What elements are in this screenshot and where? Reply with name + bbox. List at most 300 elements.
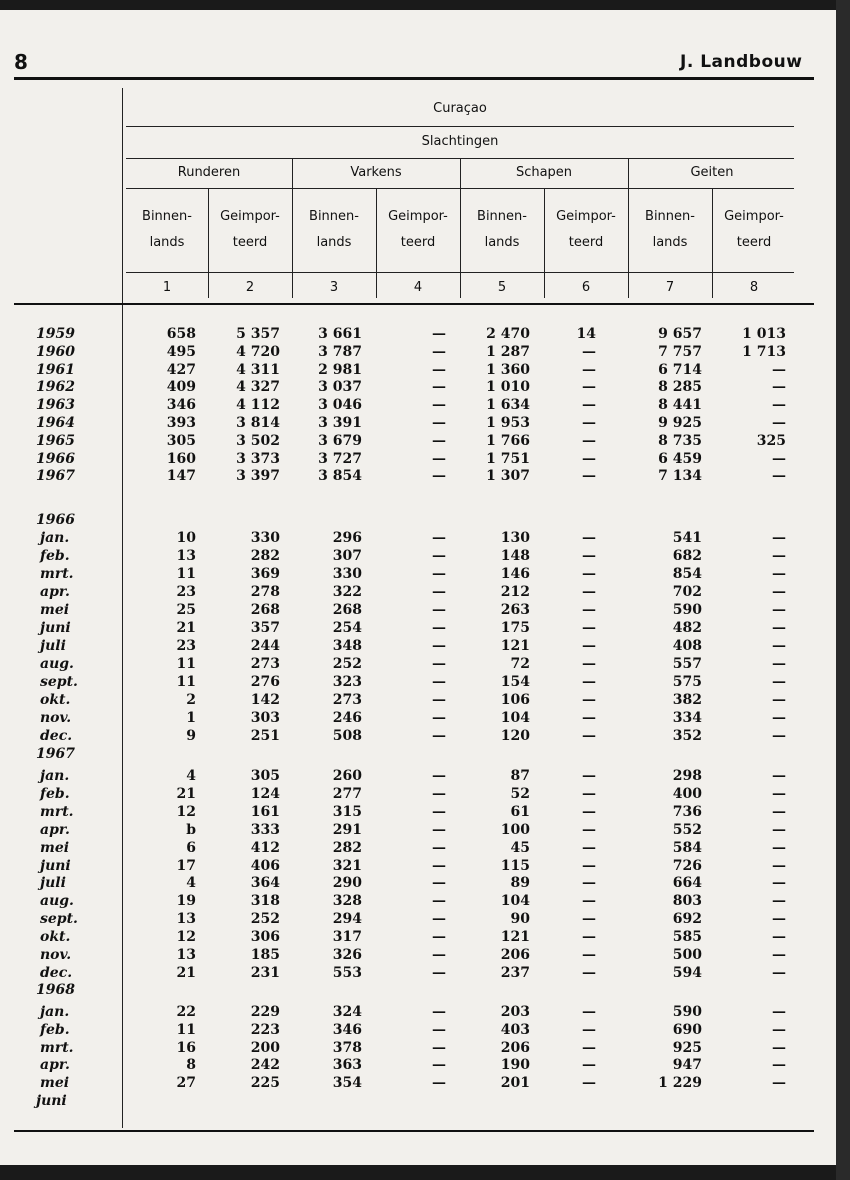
table-cell: 13: [176, 947, 196, 963]
table-cell: —: [772, 656, 786, 672]
table-cell: —: [582, 1057, 596, 1074]
table-cell: 45: [510, 839, 530, 856]
binding-edge: [836, 0, 850, 1180]
document-page: [0, 10, 836, 1165]
table-cell: 201: [500, 1075, 530, 1092]
table-cell: 590: [672, 1004, 702, 1020]
table-cell: —: [582, 821, 596, 838]
table-cell: 482: [672, 620, 702, 636]
table-cell: 557: [672, 656, 702, 672]
table-cell: 27: [176, 1075, 196, 1092]
table-cell: 104: [500, 893, 530, 910]
table-cell: 553: [332, 964, 362, 981]
table-cell: 382: [672, 692, 702, 708]
table-cell: 6: [186, 839, 196, 856]
table-cell: 328: [332, 893, 362, 910]
table-cell: 3 502: [236, 432, 280, 449]
row-label: sept.: [40, 674, 78, 690]
table-cell: 925: [672, 1039, 702, 1056]
table-cell: —: [772, 821, 786, 838]
row-label: 1961: [36, 361, 75, 378]
table-cell: 4 327: [236, 379, 280, 396]
row-label: juni: [36, 1093, 67, 1109]
table-cell: —: [772, 602, 786, 618]
table-cell: b: [186, 821, 196, 838]
table-cell: —: [582, 785, 596, 802]
table-cell: —: [582, 728, 596, 744]
table-cell: —: [432, 326, 446, 342]
table-cell: —: [582, 893, 596, 910]
table-cell: —: [772, 893, 786, 910]
table-cell: 321: [332, 857, 362, 874]
table-cell: 726: [672, 857, 702, 874]
table-cell: 273: [250, 656, 280, 672]
table-cell: 333: [250, 821, 280, 838]
table-cell: 1 751: [486, 450, 530, 467]
table-cell: 142: [250, 692, 280, 708]
table-cell: 106: [500, 692, 530, 708]
table-cell: 23: [176, 638, 196, 654]
table-cell: 2: [186, 692, 196, 708]
table-cell: 4 720: [236, 343, 280, 360]
table-cell: —: [772, 710, 786, 726]
table-cell: —: [772, 728, 786, 744]
table-cell: —: [582, 1021, 596, 1038]
table-cell: —: [432, 415, 446, 431]
table-cell: 584: [672, 839, 702, 856]
table-cell: —: [582, 1039, 596, 1056]
table-cell: 11: [176, 1021, 196, 1038]
table-cell: 552: [672, 821, 702, 838]
table-cell: —: [772, 468, 786, 485]
table-cell: —: [582, 1004, 596, 1020]
table-cell: 282: [250, 548, 280, 564]
table-cell: 4: [186, 768, 196, 784]
table-cell: 268: [250, 602, 280, 618]
table-cell: —: [582, 379, 596, 396]
section-title: J. Landbouw: [680, 52, 803, 72]
table-cell: 146: [500, 566, 530, 582]
column-subheader: teerd: [568, 235, 604, 250]
table-cell: 175: [500, 620, 530, 636]
table-cell: —: [432, 785, 446, 802]
table-cell: —: [432, 1039, 446, 1056]
row-label: 1962: [36, 379, 75, 396]
table-cell: —: [582, 620, 596, 636]
table-cell: 161: [250, 803, 280, 820]
table-cell: 2 981: [318, 361, 362, 378]
table-cell: —: [432, 821, 446, 838]
row-label: jan.: [40, 1004, 70, 1020]
table-cell: 22: [176, 1004, 196, 1020]
table-cell: —: [582, 803, 596, 820]
table-cell: 263: [500, 602, 530, 618]
group-header: Geiten: [690, 165, 734, 180]
table-cell: —: [772, 397, 786, 414]
table-cell: 363: [332, 1057, 362, 1074]
table-cell: 87: [510, 768, 530, 784]
table-cell: —: [772, 911, 786, 928]
table-cell: 225: [250, 1075, 280, 1092]
table-cell: —: [432, 584, 446, 600]
table-cell: —: [582, 768, 596, 784]
table-cell: 21: [176, 964, 196, 981]
table-cell: —: [582, 602, 596, 618]
column-subheader: Geimpor-: [724, 209, 784, 224]
table-cell: —: [582, 638, 596, 654]
column-subheader: teerd: [232, 235, 268, 250]
table-cell: —: [582, 468, 596, 485]
row-label: okt.: [40, 929, 71, 946]
table-cell: 590: [672, 602, 702, 618]
table-cell: 3 854: [318, 468, 362, 485]
table-cell: 508: [332, 728, 362, 744]
table-cell: —: [772, 692, 786, 708]
table-cell: —: [582, 710, 596, 726]
table-cell: 100: [500, 821, 530, 838]
table-cell: 8 441: [658, 397, 702, 414]
table-cell: 291: [332, 821, 362, 838]
table-cell: 330: [332, 566, 362, 582]
table-cell: 14: [576, 326, 596, 342]
column-number: 8: [749, 280, 759, 295]
table-cell: 318: [250, 893, 280, 910]
table-cell: 315: [332, 803, 362, 820]
table-cell: 369: [250, 566, 280, 582]
column-number: 1: [162, 280, 172, 295]
table-cell: 12: [176, 929, 196, 946]
table-cell: 330: [250, 530, 280, 546]
table-cell: 10: [176, 530, 196, 546]
table-cell: 5 357: [236, 326, 280, 342]
table-cell: —: [582, 875, 596, 892]
column-subheader: Geimpor-: [220, 209, 280, 224]
table-cell: —: [772, 620, 786, 636]
table-cell: —: [772, 1039, 786, 1056]
table-cell: 1 713: [742, 343, 786, 360]
table-cell: —: [582, 674, 596, 690]
table-cell: —: [772, 964, 786, 981]
row-label: jan.: [40, 530, 70, 546]
table-cell: 1 010: [486, 379, 530, 396]
table-cell: 9 657: [658, 326, 702, 342]
table-cell: 346: [166, 397, 196, 414]
table-cell: 11: [176, 656, 196, 672]
table-cell: 803: [672, 893, 702, 910]
table-cell: 242: [250, 1057, 280, 1074]
table-cell: 11: [176, 566, 196, 582]
table-cell: 89: [510, 875, 530, 892]
table-cell: —: [432, 450, 446, 467]
table-cell: 8: [186, 1057, 196, 1074]
page-number: 8: [14, 50, 28, 74]
table-cell: 6 714: [658, 361, 702, 378]
table-cell: 252: [332, 656, 362, 672]
table-cell: 2 470: [486, 326, 530, 342]
table-cell: 8 735: [658, 432, 702, 449]
table-cell: 11: [176, 674, 196, 690]
table-cell: 9 925: [658, 415, 702, 431]
table-cell: 154: [500, 674, 530, 690]
group-header: Varkens: [350, 165, 402, 180]
table-cell: 121: [500, 638, 530, 654]
row-label: nov.: [40, 710, 72, 726]
table-cell: —: [432, 379, 446, 396]
table-cell: 52: [510, 785, 530, 802]
row-label: 1964: [36, 415, 75, 431]
table-cell: 3 397: [236, 468, 280, 485]
table-cell: —: [582, 947, 596, 963]
row-label: aug.: [40, 656, 74, 672]
table-cell: 246: [332, 710, 362, 726]
table-cell: —: [772, 1021, 786, 1038]
table-cell: 130: [500, 530, 530, 546]
table-cell: —: [432, 893, 446, 910]
table-cell: 1: [186, 710, 196, 726]
table-cell: —: [772, 638, 786, 654]
table-cell: 19: [176, 893, 196, 910]
table-cell: 1 013: [742, 326, 786, 342]
table-cell: 203: [500, 1004, 530, 1020]
table-cell: —: [432, 620, 446, 636]
table-cell: 206: [500, 947, 530, 963]
table-cell: —: [432, 566, 446, 582]
row-label: juli: [40, 638, 66, 654]
column-subheader: teerd: [736, 235, 772, 250]
row-label: nov.: [40, 947, 72, 963]
table-cell: 702: [672, 584, 702, 600]
row-label: 1959: [36, 326, 75, 342]
table-cell: 278: [250, 584, 280, 600]
row-label: mrt.: [40, 566, 74, 582]
row-label: feb.: [40, 1021, 70, 1038]
table-cell: —: [772, 361, 786, 378]
table-cell: —: [772, 857, 786, 874]
table-cell: 3 373: [236, 450, 280, 467]
row-label: 1967: [36, 468, 75, 485]
table-cell: 325: [756, 432, 786, 449]
table-cell: 317: [332, 929, 362, 946]
table-cell: —: [432, 1057, 446, 1074]
table-cell: 237: [500, 964, 530, 981]
table-cell: 346: [332, 1021, 362, 1038]
table-cell: 400: [672, 785, 702, 802]
table-cell: 3 679: [318, 432, 362, 449]
table-cell: 21: [176, 785, 196, 802]
table-cell: 251: [250, 728, 280, 744]
row-label: apr.: [40, 821, 70, 838]
table-cell: 594: [672, 964, 702, 981]
row-label: 1968: [36, 982, 75, 998]
row-label: sept.: [40, 911, 78, 928]
table-cell: 277: [332, 785, 362, 802]
table-cell: 190: [500, 1057, 530, 1074]
row-label: juni: [40, 620, 71, 636]
column-number: 4: [413, 280, 423, 295]
row-label: 1963: [36, 397, 75, 414]
table-cell: 13: [176, 548, 196, 564]
row-label: 1966: [36, 512, 75, 528]
table-cell: 1 229: [658, 1075, 702, 1092]
table-cell: —: [432, 839, 446, 856]
row-label: feb.: [40, 785, 70, 802]
table-cell: 8 285: [658, 379, 702, 396]
table-cell: —: [432, 530, 446, 546]
column-number: 6: [581, 280, 591, 295]
table-cell: 3 391: [318, 415, 362, 431]
table-cell: 348: [332, 638, 362, 654]
row-label: mei: [40, 1075, 70, 1092]
table-cell: —: [582, 1075, 596, 1092]
table-cell: 3 727: [318, 450, 362, 467]
row-label: dec.: [40, 964, 73, 981]
table-cell: 4 112: [236, 397, 280, 414]
table-cell: 307: [332, 548, 362, 564]
table-cell: —: [432, 361, 446, 378]
table-cell: —: [772, 947, 786, 963]
table-cell: 736: [672, 803, 702, 820]
table-cell: —: [772, 566, 786, 582]
table-cell: —: [432, 911, 446, 928]
table-cell: —: [432, 674, 446, 690]
table-cell: 296: [332, 530, 362, 546]
table-cell: —: [582, 656, 596, 672]
table-cell: —: [582, 361, 596, 378]
table-cell: 17: [176, 857, 196, 874]
table-cell: —: [432, 929, 446, 946]
table-title: Curaçao: [433, 101, 487, 116]
row-label: feb.: [40, 548, 70, 564]
row-label: 1967: [36, 746, 75, 762]
table-cell: 1 360: [486, 361, 530, 378]
table-cell: 541: [672, 530, 702, 546]
table-cell: 500: [672, 947, 702, 963]
table-cell: 4: [186, 875, 196, 892]
table-cell: 90: [510, 911, 530, 928]
table-cell: 223: [250, 1021, 280, 1038]
table-cell: 1 953: [486, 415, 530, 431]
column-number: 3: [329, 280, 339, 295]
row-label: apr.: [40, 1057, 70, 1074]
table-cell: —: [582, 530, 596, 546]
table-cell: 412: [250, 839, 280, 856]
table-cell: —: [432, 710, 446, 726]
table-cell: —: [772, 450, 786, 467]
table-cell: —: [432, 857, 446, 874]
table-cell: —: [582, 397, 596, 414]
table-cell: —: [432, 803, 446, 820]
table-cell: —: [772, 1075, 786, 1092]
table-cell: 282: [332, 839, 362, 856]
table-cell: 664: [672, 875, 702, 892]
table-cell: —: [582, 964, 596, 981]
table-cell: —: [432, 343, 446, 360]
table-cell: 276: [250, 674, 280, 690]
table-cell: —: [582, 432, 596, 449]
table-cell: 7 757: [658, 343, 702, 360]
table-cell: 185: [250, 947, 280, 963]
row-label: juli: [40, 875, 66, 892]
bottom-rule: [14, 1130, 814, 1132]
table-cell: —: [582, 857, 596, 874]
table-cell: —: [582, 911, 596, 928]
table-cell: 148: [500, 548, 530, 564]
table-cell: 3 037: [318, 379, 362, 396]
table-cell: 294: [332, 911, 362, 928]
table-cell: 409: [166, 379, 196, 396]
table-cell: —: [772, 929, 786, 946]
table-cell: —: [772, 530, 786, 546]
row-label: jan.: [40, 768, 70, 784]
row-label: mei: [40, 839, 70, 856]
table-cell: 3 814: [236, 415, 280, 431]
table-cell: —: [432, 728, 446, 744]
table-cell: 290: [332, 875, 362, 892]
table-cell: —: [772, 379, 786, 396]
table-cell: 120: [500, 728, 530, 744]
row-label: okt.: [40, 692, 71, 708]
table-cell: 1 307: [486, 468, 530, 485]
table-cell: 947: [672, 1057, 702, 1074]
table-cell: 254: [332, 620, 362, 636]
table-cell: 23: [176, 584, 196, 600]
column-subheader: lands: [149, 235, 185, 250]
table-cell: 658: [166, 326, 196, 342]
table-cell: 408: [672, 638, 702, 654]
table-cell: 3 661: [318, 326, 362, 342]
table-cell: 326: [332, 947, 362, 963]
table-cell: 244: [250, 638, 280, 654]
row-label: mei: [40, 602, 70, 618]
column-subheader: Binnen-: [645, 209, 695, 224]
column-subheader: lands: [484, 235, 520, 250]
table-cell: —: [582, 343, 596, 360]
table-cell: 682: [672, 548, 702, 564]
table-cell: 427: [166, 361, 196, 378]
table-cell: 268: [332, 602, 362, 618]
column-subheader: Binnen-: [477, 209, 527, 224]
table-cell: 692: [672, 911, 702, 928]
table-cell: 575: [672, 674, 702, 690]
table-cell: 104: [500, 710, 530, 726]
column-number: 5: [497, 280, 507, 295]
table-cell: —: [582, 415, 596, 431]
table-cell: 16: [176, 1039, 196, 1056]
table-cell: —: [432, 1021, 446, 1038]
table-cell: 3 787: [318, 343, 362, 360]
table-cell: —: [432, 964, 446, 981]
table-cell: 1 287: [486, 343, 530, 360]
table-cell: —: [582, 548, 596, 564]
table-cell: 354: [332, 1075, 362, 1092]
table-cell: —: [772, 415, 786, 431]
table-cell: —: [772, 803, 786, 820]
table-cell: —: [582, 584, 596, 600]
table-cell: 854: [672, 566, 702, 582]
table-cell: 1 766: [486, 432, 530, 449]
top-rule: [14, 77, 814, 80]
group-header: Runderen: [177, 165, 241, 180]
table-cell: 231: [250, 964, 280, 981]
table-cell: 25: [176, 602, 196, 618]
table-cell: —: [772, 548, 786, 564]
column-subheader: Geimpor-: [556, 209, 616, 224]
table-cell: —: [432, 638, 446, 654]
table-cell: 352: [672, 728, 702, 744]
table-cell: —: [772, 875, 786, 892]
rule: [126, 126, 794, 127]
table-cell: —: [772, 839, 786, 856]
